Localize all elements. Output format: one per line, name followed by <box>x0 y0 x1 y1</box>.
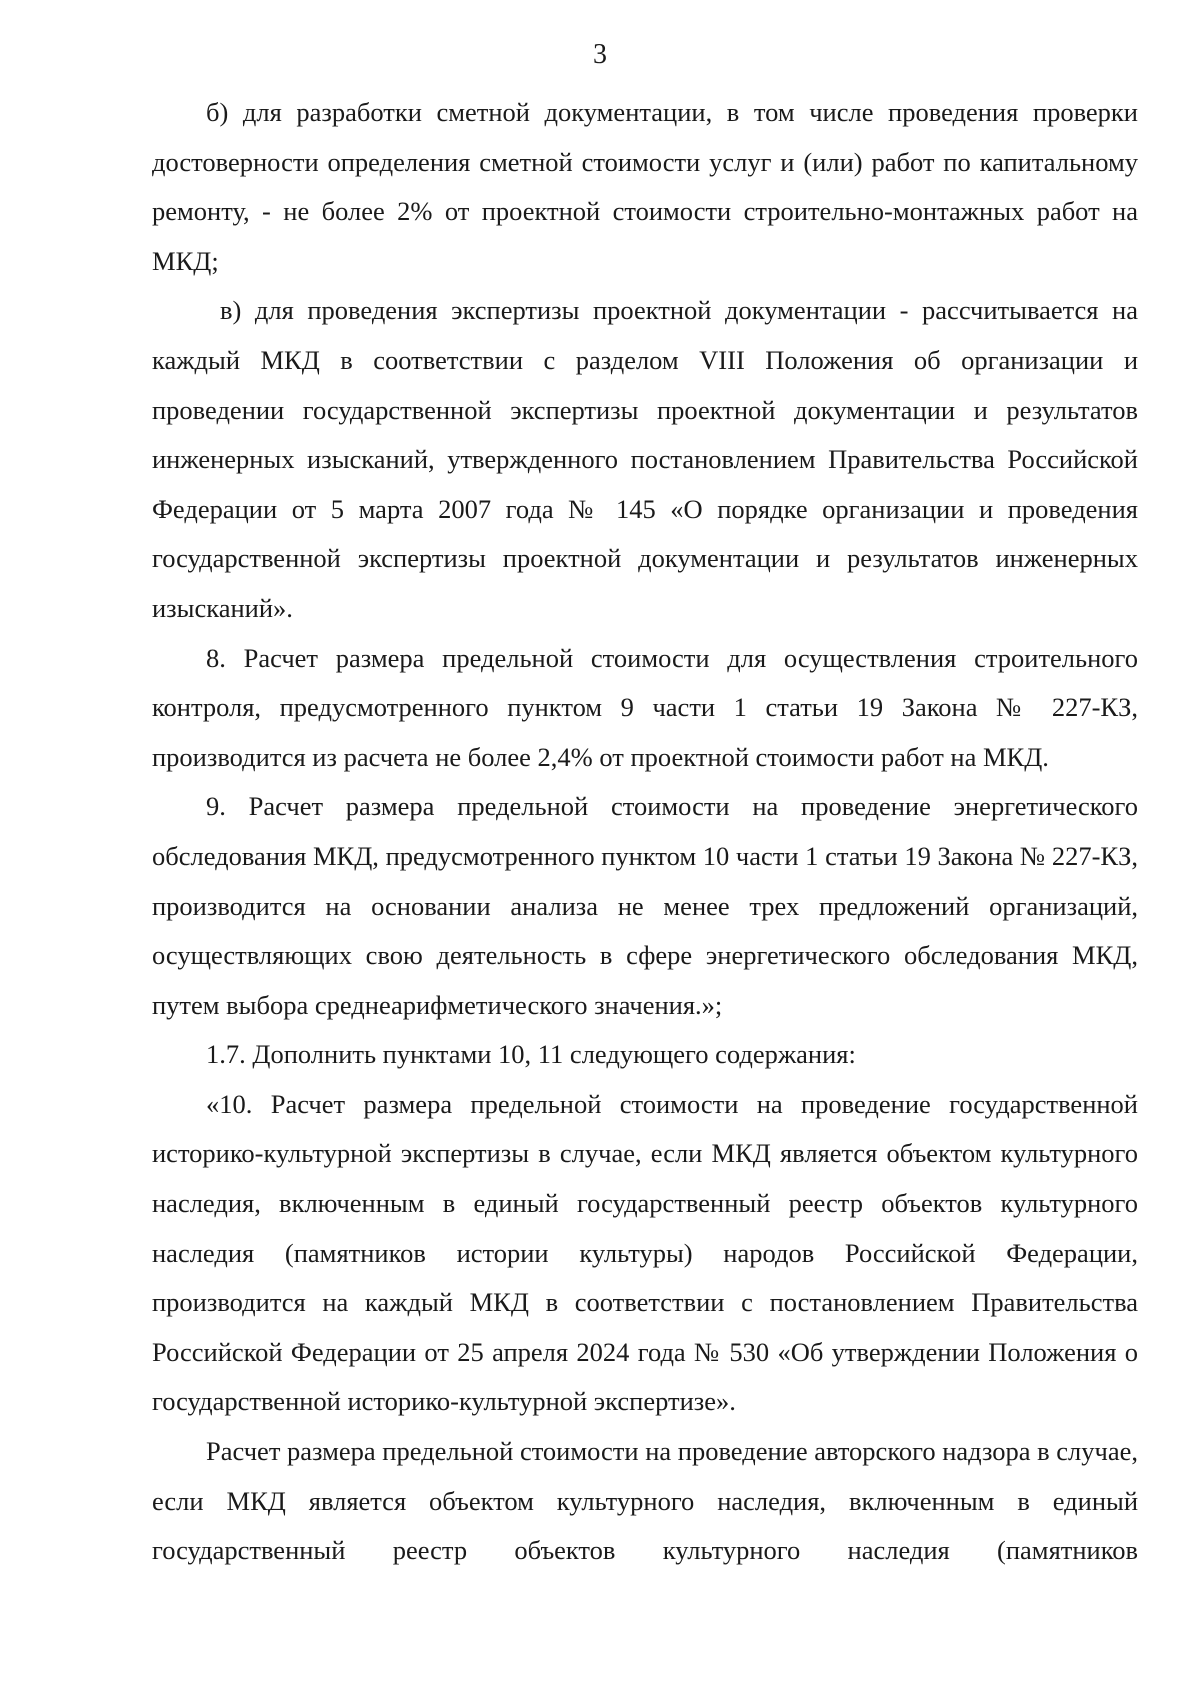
page-number: 3 <box>593 39 607 70</box>
paragraph-author-supervision: Расчет размера предельной стоимости на проведение авторского надзора в случае, если МКД является объектом культурного наследия, включенным в единый государственный реестр объектов культурного наследия (памятников <box>152 1436 1138 1566</box>
document-body <box>152 88 1138 1576</box>
paragraph-1-7-amendment: 1.7. Дополнить пунктами 10, 11 следующего содержания: <box>206 1039 856 1070</box>
paragraph-b-estimate-docs: б) для разработки сметной документации, в том числе проведения проверки достоверности определения сметной стоимости услуг и (или) работ по капитальному ремонту, - не более 2% от проектной стоимости строительно-монтажных работ на МКД; <box>152 97 1138 276</box>
paragraph-9-energy-survey: 9. Расчет размера предельной стоимости на проведение энергетического обследования МКД, предусмотренного пунктом 10 части 1 статьи 19 Закона № 227-КЗ, производится на основании анализа не менее трех предложений организаций, осуществляющих свою деятельность в сфере энергетического обследования МКД, путем выбора среднеарифметического значения.»; <box>152 791 1138 1020</box>
paragraph-10-cultural-expertise: «10. Расчет размера предельной стоимости на проведение государственной историко-культурной экспертизы в случае, если МКД является объектом культурного наследия, включенным в единый государственный реестр объектов культурного наследия (памятников истории культуры) народов Российской Федерации, производится на каждый МКД в соответствии с постановлением Правительства Российской Федерации от 25 апреля 2024 года № 530 «Об утверждении Положения о государственной историко-культурной экспертизе». <box>152 1088 1138 1417</box>
paragraph-v-design-expertise: в) для проведения экспертизы проектной документации - рассчитывается на каждый МКД в соответствии с разделом VIII Положения об организации и проведении государственной экспертизы проектной документации и результатов инженерных изысканий, утвержденного постановлением Правительства Российской Федерации от 5 марта 2007 года № 145 «О порядке организации и проведения государственной экспертизы проектной документации и результатов инженерных изысканий». <box>152 295 1138 623</box>
paragraph-8-construction-control: 8. Расчет размера предельной стоимости для осуществления строительного контроля, предусмотренного пунктом 9 части 1 статьи 19 Закона № 227-КЗ, производится из расчета не более 2,4% от проектной стоимости работ на МКД. <box>152 642 1138 772</box>
